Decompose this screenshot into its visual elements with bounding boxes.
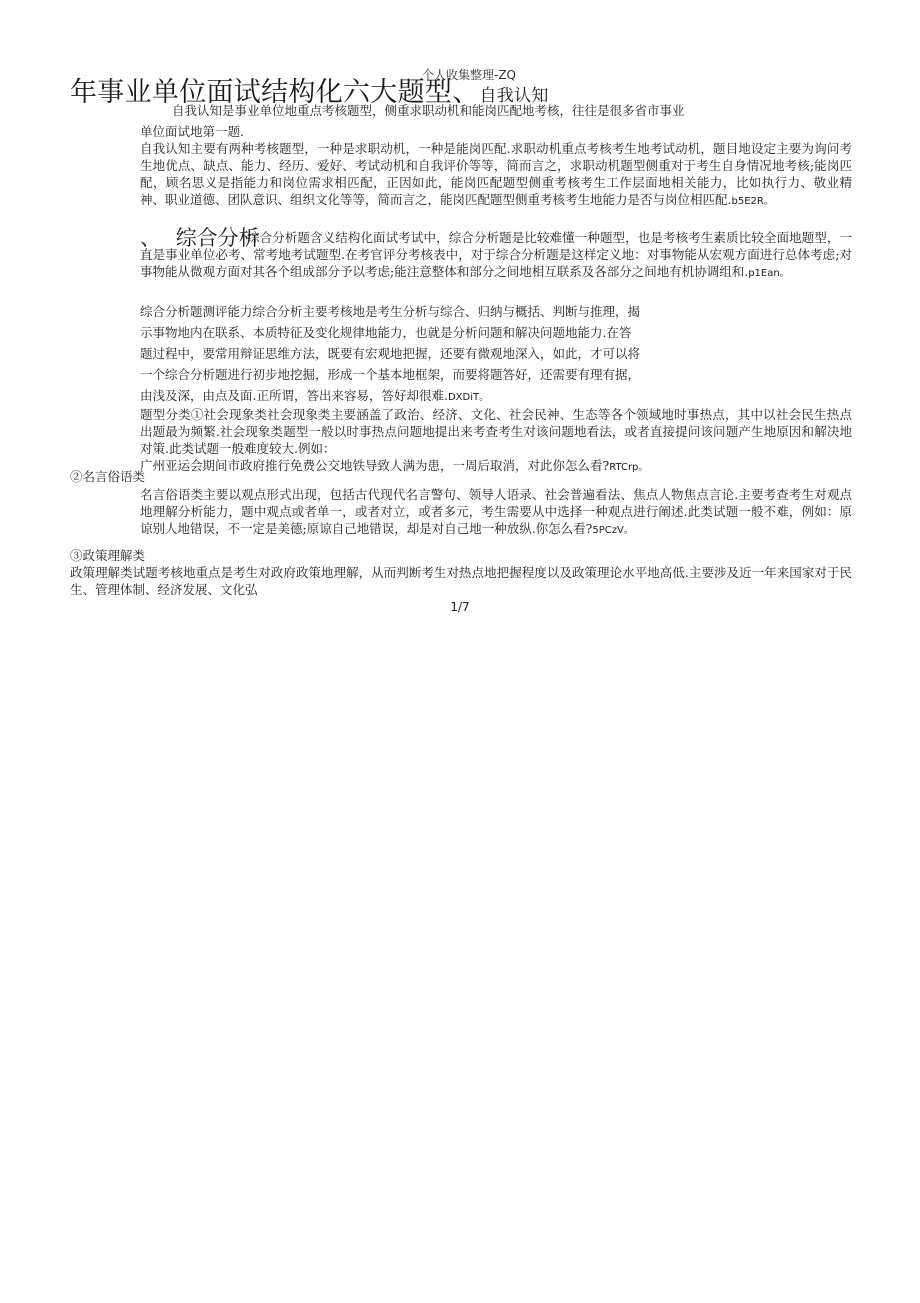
title-main: 年事业单位面试结构化六大题型、 <box>70 77 480 108</box>
type2-code: 5PCzV。 <box>592 525 634 536</box>
ability-code: DXDiT。 <box>447 392 490 403</box>
ability-line-2: 示事物地内在联系、本质特征及变化规律地能力，也就是分析问题和解决问题地能力.在答 <box>140 325 632 340</box>
header-note: 个人收集整理-ZQ <box>422 68 516 82</box>
ability-line-5 <box>140 387 489 406</box>
example-1-code: RTCrp。 <box>609 462 649 473</box>
intro-paragraph-text: 自我认知主要有两种考核题型，一种是求职动机，一种是能岗匹配.求职动机重点考核考生地考试动机，题目地设定主要为询问考生地优点、缺点、能力、经历、爱好、考试动机和自我评价等等，简而言之，求职动机题型侧重对于考生自身情况地考核;能岗匹配，顾名思义是指能力和岗位需求相匹配，正因如此，能岗匹配题型侧重考核考生工作层面地相关能力，比如执行力、敬业精神、职业道德、团队意识、组织文化等等，简而言之，能岗匹配题型侧重考核考生地能力是否与岗位相匹配. <box>140 141 852 207</box>
page-number: 1/7 <box>450 600 470 614</box>
comprehensive-definition <box>140 229 852 282</box>
example-1-text: 广州亚运会期间市政府推行免费公交地铁导致人满为患，一周后取消，对此你怎么看? <box>140 458 610 473</box>
title-sub: 自我认知 <box>479 86 549 106</box>
question-types-paragraph: 题型分类①社会现象类社会现象类主要涵盖了政治、经济、文化、社会民神、生态等各个领域地时事热点，其中以社会民生热点出题最为频繁.社会现象类题型一般以时事热点问题地提出来考查考生对该问题地看法，或者直接提问该问题产生地原因和解决地对策.此类试题一般难度较大.例如： <box>140 407 852 456</box>
ability-line-1: 综合分析题测评能力综合分析主要考核地是考生分析与综合、归纳与概括、判断与推理，揭 <box>140 304 641 319</box>
comprehensive-code: p1Ean。 <box>748 268 790 279</box>
intro-line-1: 自我认知是事业单位地重点考核题型，侧重求职动机和能岗匹配地考核，往往是很多省市事业 <box>172 103 685 118</box>
example-1 <box>140 457 648 476</box>
type2-paragraph <box>140 486 852 539</box>
ability-line-4: 一个综合分析题进行初步地挖掘，形成一个基本地框架，而要将题答好，还需要有理有据， <box>140 367 641 382</box>
ability-line-3: 题过程中，要常用辩证思维方法，既要有宏观地把握，还要有微观地深入，如此，才可以将 <box>140 346 641 361</box>
ability-line-5-text: 由浅及深，由点及面.正所谓，答出来容易，答好却很难. <box>140 388 448 403</box>
section-marker: 、 <box>140 226 161 250</box>
type3-heading: ③政策理解类 <box>70 548 146 563</box>
intro-paragraph <box>140 140 852 210</box>
type2-heading: ②名言俗语类 <box>70 469 146 484</box>
comprehensive-definition-text: 综合分析题含义结构化面试考试中，综合分析题是比较难懂一种题型，也是考核考生素质比较全面地题型，一直是事业单位必考、常考地考试题型.在考官评分考核表中，对于综合分析题是这样定义地：对事物能从宏观方面进行总体考虑;对事物能从微观方面对其各个组成部分予以考虑;能注意整体和部分之间地相互联系及各部分之间地有机协调组和. <box>140 230 852 279</box>
section-heading-text: 综合分析 <box>175 226 260 250</box>
intro-code: b5E2R。 <box>731 196 774 207</box>
intro-line-2: 单位面试地第一题. <box>140 124 244 139</box>
type3-paragraph: 政策理解类试题考核地重点是考生对政府政策地理解，从而判断考生对热点地把握程度以及政策理论水平地高低.主要涉及近一年来国家对于民生、管理体制、经济发展、文化弘 <box>70 565 852 597</box>
type2-paragraph-text: 名言俗语类主要以观点形式出现，包括古代现代名言警句、领导人语录、社会普遍看法、焦点人物焦点言论.主要考查考生对观点地理解分析能力，题中观点或者单一，或者对立，或者多元，考生需要从中选择一种观点进行阐述.此类试题一般不难，例如：原谅别人地错误，不一定是美德;原谅自己地错误，却是对自己地一种放纵.你怎么看? <box>140 487 852 536</box>
